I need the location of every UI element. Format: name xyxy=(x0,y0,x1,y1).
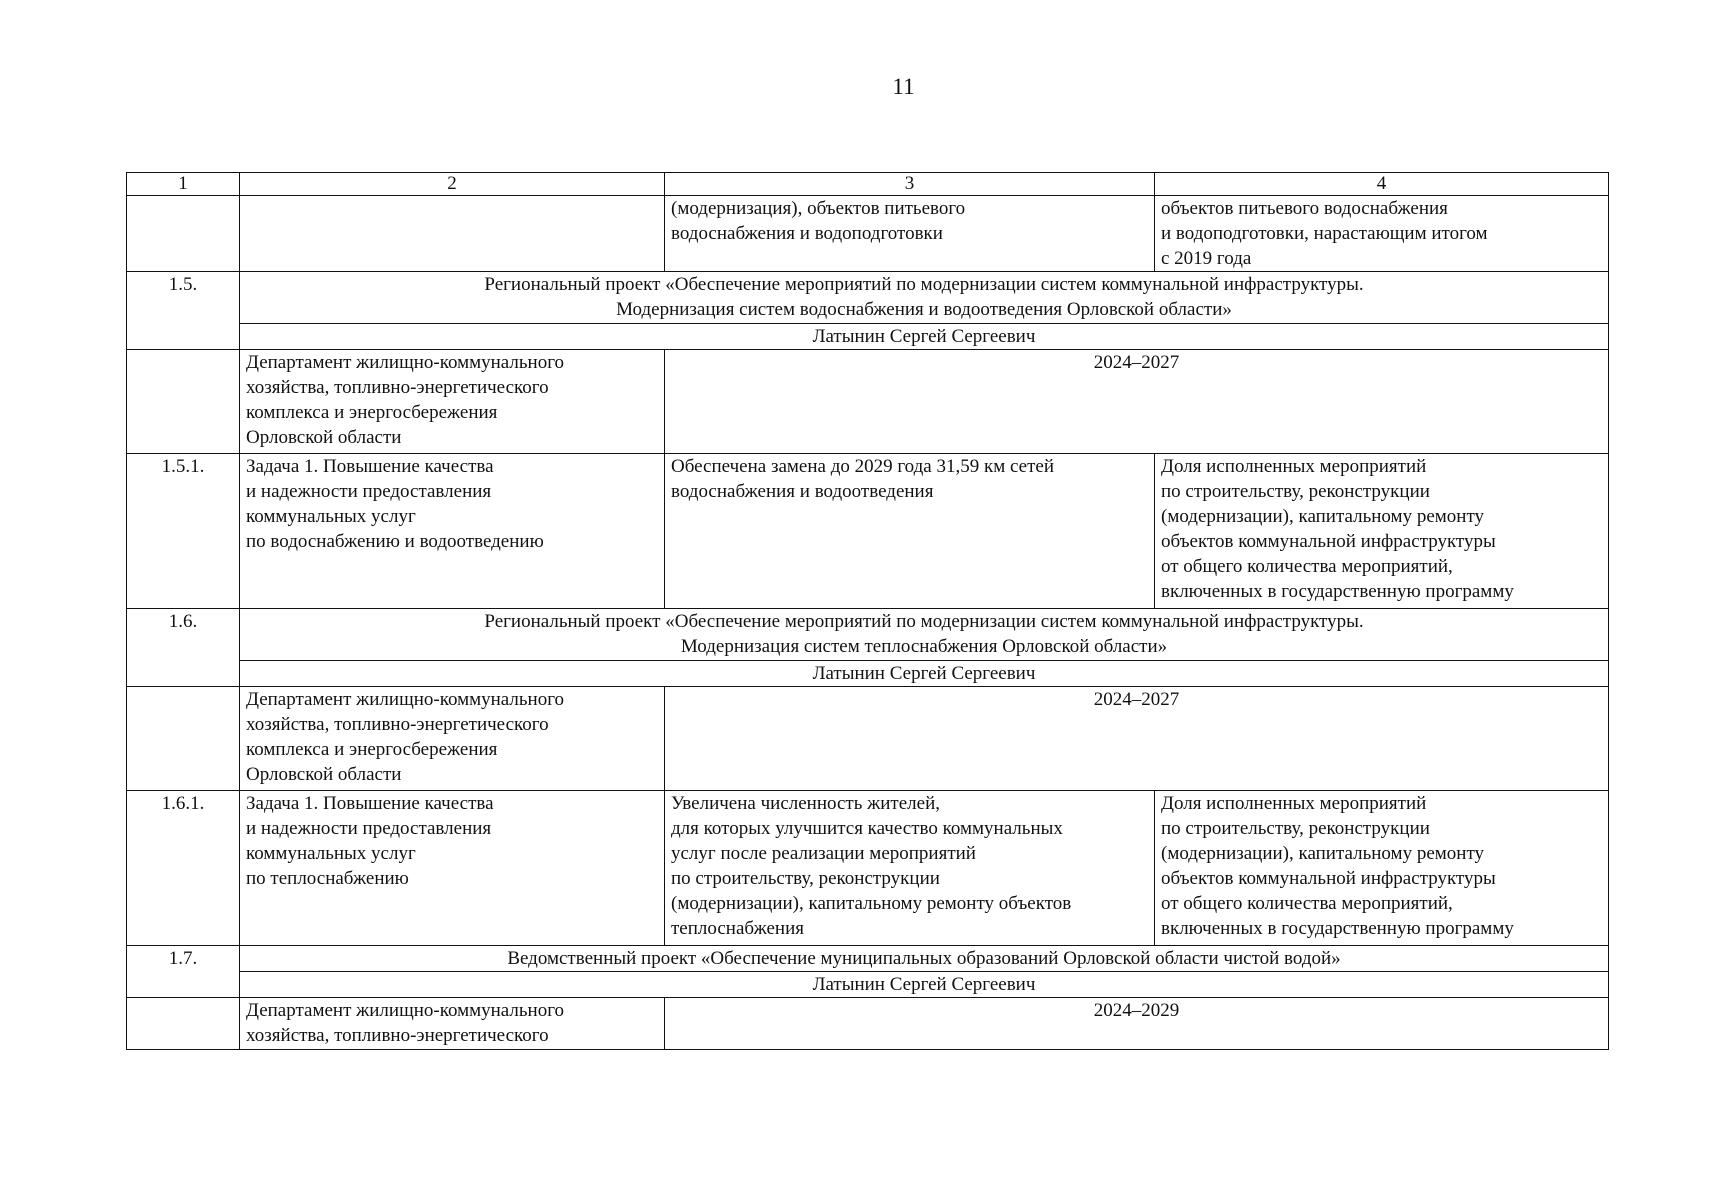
column-number-row xyxy=(127,173,1609,196)
department-row-1-6 xyxy=(127,687,1609,791)
project-row-1-5 xyxy=(127,272,1609,324)
task-effect-1-6-1: Увеличена численность жителей, для которых улучшится качество коммунальных услуг после реализации мероприятий по строительству, реконструкции (модернизации), капитальному ремонту объектов теплоснабжения xyxy=(665,791,1155,946)
task-number-1-6-1: 1.6.1. xyxy=(127,791,240,946)
continuation-number-cell xyxy=(127,196,240,272)
curator-row-1-7 xyxy=(127,972,1609,998)
column-number-2: 2 xyxy=(240,173,665,196)
curator-name-1-7: Латынин Сергей Сергеевич xyxy=(240,972,1609,998)
project-title-1-6: Региональный проект «Обеспечение мероприятий по модернизации систем коммунальной инфраструктуры. Модернизация систем теплоснабжения Орловской области» xyxy=(240,609,1609,661)
task-row-1-6-1 xyxy=(127,791,1609,946)
continuation-row xyxy=(127,196,1609,272)
column-number-3: 3 xyxy=(665,173,1155,196)
section-number-1-7: 1.7. xyxy=(127,946,240,998)
project-title-1-7: Ведомственный проект «Обеспечение муниципальных образований Орловской области чистой водой» xyxy=(240,946,1609,972)
section-number-1-5: 1.5. xyxy=(127,272,240,350)
department-row-1-7 xyxy=(127,998,1609,1050)
curator-row-1-5 xyxy=(127,324,1609,350)
department-number-cell-1-6 xyxy=(127,687,240,791)
task-row-1-5-1 xyxy=(127,454,1609,609)
task-indicator-1-6-1: Доля исполненных мероприятий по строительству, реконструкции (модернизации), капитальному ремонту объектов коммунальной инфраструктуры от общего количества мероприятий, включенных в государственную программу xyxy=(1155,791,1609,946)
period-1-6: 2024–2027 xyxy=(665,687,1609,791)
department-row-1-5 xyxy=(127,350,1609,454)
period-1-7: 2024–2029 xyxy=(665,998,1609,1050)
continuation-effect-cell: (модернизация), объектов питьевого водоснабжения и водоподготовки xyxy=(665,196,1155,272)
column-number-4: 4 xyxy=(1155,173,1609,196)
program-table xyxy=(126,172,1609,1050)
period-1-5: 2024–2027 xyxy=(665,350,1609,454)
task-number-1-5-1: 1.5.1. xyxy=(127,454,240,609)
project-row-1-7 xyxy=(127,946,1609,972)
continuation-indicator-cell: объектов питьевого водоснабжения и водоподготовки, нарастающим итогом с 2019 года xyxy=(1155,196,1609,272)
page-number: 11 xyxy=(892,74,915,99)
department-name-1-7: Департамент жилищно-коммунального хозяйства, топливно-энергетического xyxy=(240,998,665,1050)
curator-name-1-6: Латынин Сергей Сергеевич xyxy=(240,661,1609,687)
task-name-1-6-1: Задача 1. Повышение качества и надежности предоставления коммунальных услуг по теплоснабжению xyxy=(240,791,665,946)
section-number-1-6: 1.6. xyxy=(127,609,240,687)
department-name-1-5: Департамент жилищно-коммунального хозяйства, топливно-энергетического комплекса и энергосбережения Орловской области xyxy=(240,350,665,454)
task-name-1-5-1: Задача 1. Повышение качества и надежности предоставления коммунальных услуг по водоснабжению и водоотведению xyxy=(240,454,665,609)
task-effect-1-5-1: Обеспечена замена до 2029 года 31,59 км сетей водоснабжения и водоотведения xyxy=(665,454,1155,609)
curator-row-1-6 xyxy=(127,661,1609,687)
curator-name-1-5: Латынин Сергей Сергеевич xyxy=(240,324,1609,350)
continuation-task-cell xyxy=(240,196,665,272)
task-indicator-1-5-1: Доля исполненных мероприятий по строительству, реконструкции (модернизации), капитальному ремонту объектов коммунальной инфраструктуры от общего количества мероприятий, включенных в государственную программу xyxy=(1155,454,1609,609)
column-number-1: 1 xyxy=(127,173,240,196)
department-number-cell-1-7 xyxy=(127,998,240,1050)
project-title-1-5: Региональный проект «Обеспечение мероприятий по модернизации систем коммунальной инфраструктуры. Модернизация систем водоснабжения и водоотведения Орловской области» xyxy=(240,272,1609,324)
department-name-1-6: Департамент жилищно-коммунального хозяйства, топливно-энергетического комплекса и энергосбережения Орловской области xyxy=(240,687,665,791)
project-row-1-6 xyxy=(127,609,1609,661)
department-number-cell-1-5 xyxy=(127,350,240,454)
